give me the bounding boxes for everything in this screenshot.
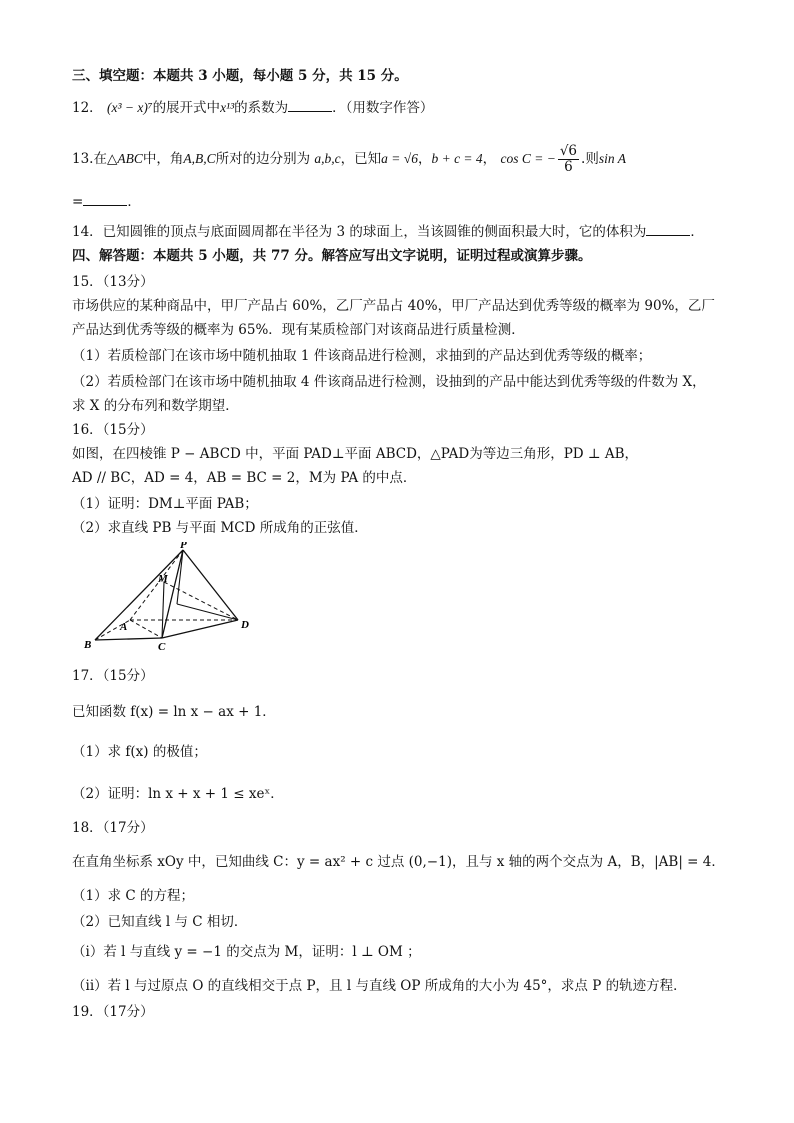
q17-sub-2: （2）证明：ln x + x + 1 ≤ xeˣ． (72, 786, 284, 802)
q16-sub-2: （2）求直线 PB 与平面 MCD 所成角的正弦值． (72, 520, 368, 536)
segment-md (164, 582, 238, 620)
segment-ac (130, 620, 162, 638)
segment-p-foot (177, 550, 183, 604)
q18-sub-2ii: （ii）若 l 与过原点 O 的直线相交于点 P，且 l 与直线 OP 所成角的大小为 45°，求点 P 的轨迹方程． (72, 978, 687, 994)
edge-bc (95, 638, 162, 640)
label-b: B (84, 639, 92, 651)
q16-sub-1: （1）证明：DM⊥平面 PAB； (72, 496, 258, 512)
q15-line-1: 市场供应的某种商品中，甲厂产品占 60%，乙厂产品占 40%，甲厂产品达到优秀等级的概率为 90%，乙厂 (72, 298, 715, 314)
q12-answer-blank (288, 99, 332, 112)
q12-term: x¹³ (220, 100, 235, 115)
label-a: A (120, 621, 128, 633)
label-c: C (158, 641, 166, 652)
q18-number: 18．（17分） (72, 820, 154, 836)
q15-sub-2b: 求 X 的分布列和数学期望． (72, 398, 239, 414)
q16-line-2: AD // BC，AD = 4，AB = BC = 2，M为 PA 的中点． (72, 470, 417, 486)
pyramid-figure (80, 542, 260, 652)
question-12: 12． (x³ − x)⁷的展开式中x¹³的系数为 ．（用数字作答） (72, 100, 434, 116)
section-4-title: 四、解答题：本题共 5 小题，共 77 分。解答应写出文字说明，证明过程或演算步骤。 (72, 248, 592, 264)
section-3-title: 三、填空题：本题共 3 小题，每小题 5 分，共 15 分。 (72, 68, 408, 84)
q17-sub-1: （1）求 f(x) 的极值； (72, 744, 207, 760)
q18-sub-2: （2）已知直线 l 与 C 相切． (72, 914, 248, 930)
q18-sub-2i: （i）若 l 与直线 y = −1 的交点为 M，证明：l ⊥ OM ； (72, 944, 421, 960)
q14-answer-blank (646, 223, 690, 236)
pyramid-diagram (80, 542, 260, 652)
q17-line-1: 已知函数 f(x) = ln x − ax + 1． (72, 704, 276, 720)
edge-pd (183, 550, 238, 620)
label-p: P (180, 542, 187, 551)
q15-sub-2: （2）若质检部门在该市场中随机抽取 4 件该商品进行检测，设抽到的产品中能达到优秀等级的件数为 X， (72, 374, 706, 390)
q15-line-2: 产品达到优秀等级的概率为 65%．现有某质检部门对该商品进行质量检测． (72, 322, 525, 338)
q17-number: 17．（15分） (72, 668, 154, 684)
segment-foot-d (177, 604, 238, 620)
question-14: 14．已知圆锥的顶点与底面圆周都在半径为 3 的球面上，当该圆锥的侧面积最大时，它的体积为 ． (72, 224, 704, 240)
edge-pb (95, 550, 183, 640)
q15-number: 15．（13分） (72, 274, 154, 290)
q16-line-1: 如图，在四棱锥 P − ABCD 中，平面 PAD⊥平面 ABCD，△PAD为等边三角形，PD ⊥ AB， (72, 446, 639, 462)
question-13-answer: = ． (72, 194, 141, 210)
q19-number: 19．（17分） (72, 1004, 154, 1020)
q15-sub-1: （1）若质检部门在该市场中随机抽取 1 件该商品进行检测，求抽到的产品达到优秀等级的概率； (72, 348, 652, 364)
edge-cd (162, 620, 238, 638)
q18-line-1: 在直角坐标系 xOy 中，已知曲线 C：y = ax² + c 过点 (0,−1)，且与 x 轴的两个交点为 A，B，|AB| = 4． (72, 854, 725, 870)
q13-answer-blank (83, 193, 127, 206)
question-13: 13.在△ABC中，角A,B,C所对的边分别为 a,b,c，已知a = √6，b + c = 4， cos C = − $\frac{√6}{6}$ .则sin A (72, 143, 626, 175)
q13-fraction: $\frac{√6}{6}$ (559, 143, 578, 175)
q12-expression: (x³ − x)⁷ (106, 100, 153, 115)
label-m: M (158, 573, 168, 585)
label-d: D (241, 619, 249, 631)
q16-number: 16．（15分） (72, 422, 154, 438)
q18-sub-1: （1）求 C 的方程； (72, 888, 195, 904)
